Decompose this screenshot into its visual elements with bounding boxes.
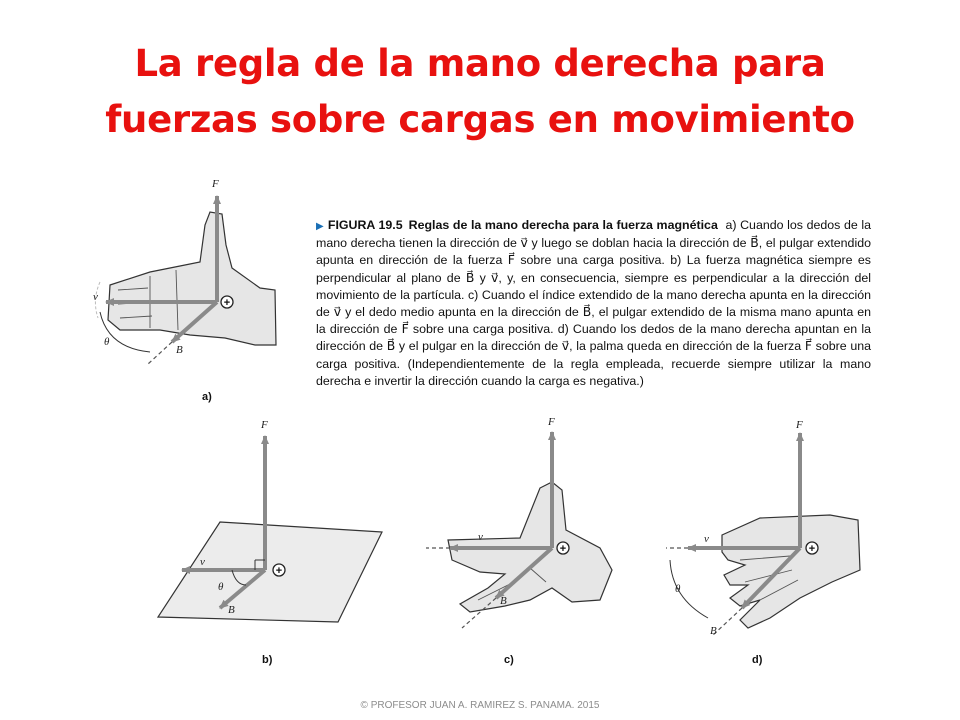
caption-figure-number: FIGURA 19.5 [327,218,403,232]
panel-b-illustration [158,419,382,666]
panel-a-charge: + [223,297,231,309]
panel-b-label-F: F [261,419,268,431]
panel-d-hand [722,515,860,628]
caption-figure-title: Reglas de la mano derecha para la fuerza magnética [408,218,718,232]
footer-copyright: © PROFESOR JUAN A. RAMIREZ S. PANAMA. 2015 [360,700,600,711]
panel-d-illustration [666,419,860,666]
panel-c-label-v: v [478,531,483,543]
panel-b-caption-label: b) [262,654,273,666]
title-line-1: La regla de la mano derecha para [134,42,826,85]
panel-c-charge: + [559,543,567,555]
panel-a-label-v: v [93,291,98,303]
caption-marker-icon: ▶ [316,221,324,232]
panel-d-label-B: B [710,625,717,637]
panel-d-label-theta: θ [675,583,681,595]
panel-b-label-v: v [200,556,205,568]
panel-c-label-F: F [548,416,555,428]
panel-d-label-v: v [704,533,709,545]
panel-d-charge: + [808,543,816,555]
caption-text: a) Cuando los dedos de la mano derecha tienen la dirección de v⃗ y luego se doblan hacia la dirección de B⃗, el pulgar extendido apunta en dirección de la fuerza F⃗ sobre una carga positiva. b) La fuerza magnética siempre es perpendicular al plano de B⃗ y v⃗, y, en consecuencia, siempre es perpendicular a la dirección del movimiento de la partícula. c) Cuando el índice extendido de la mano derecha apunta en la dirección de v⃗ y el dedo medio apunta en la dirección de B⃗, el pulgar extendido de la misma mano apunta en la dirección de F⃗ sobre una carga positiva. d) Cuando los dedos de la mano derecha apuntan en la dirección de B⃗ y el pulgar en la dirección de v⃗, la palma queda en dirección de la fuerza F⃗ sobre una carga positiva. (Independientemente de la regla empleada, recuerde siempre utilizar la mano derecha e invertir la dirección cuando la carga es negativa.) [316,218,871,388]
panel-a-label-F: F [212,178,219,190]
panel-a-label-B: B [176,344,183,356]
panel-d-caption-label: d) [752,654,763,666]
panel-c-caption-label: c) [504,654,514,666]
title-line-2: fuerzas sobre cargas en movimiento [105,98,855,141]
panel-c-label-B: B [500,595,507,607]
panel-c-illustration [426,416,612,666]
panel-b-label-theta: θ [218,581,224,593]
panel-a-caption-label: a) [202,391,212,403]
panel-a-illustration [93,178,276,403]
panel-d-label-F: F [796,419,803,431]
panel-b-label-B: B [228,604,235,616]
panel-b-charge: + [275,565,283,577]
panel-a-label-theta: θ [104,336,110,348]
figure-caption [316,217,871,390]
